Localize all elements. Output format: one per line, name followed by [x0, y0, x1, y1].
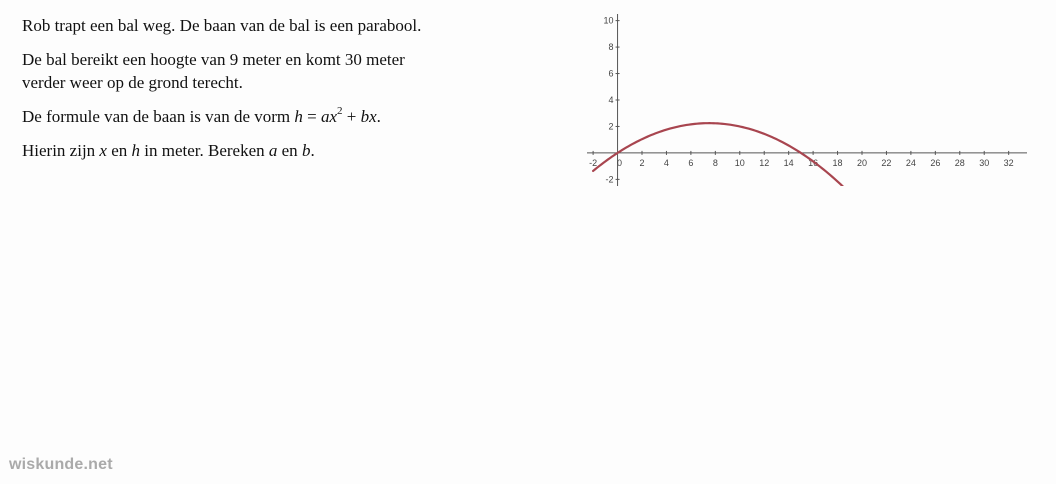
- problem-line-2b: verder weer op de grond terecht.: [22, 73, 243, 92]
- variable-x: x: [99, 141, 107, 160]
- x-tick-label: 28: [954, 157, 965, 168]
- x-tick-label: 4: [663, 157, 669, 168]
- formula-equals: =: [302, 107, 321, 126]
- x-tick-label: 8: [712, 157, 718, 168]
- line4-text-2: en: [106, 141, 132, 160]
- formula-bx: bx: [360, 107, 377, 126]
- problem-line-4: [22, 139, 492, 162]
- brand-watermark: wiskunde.net: [9, 456, 113, 473]
- line4-text-5: .: [310, 141, 315, 160]
- x-tick-label: 18: [832, 157, 843, 168]
- formula-intro: De formule van de baan is van de vorm: [22, 107, 295, 126]
- x-tick-label: 10: [734, 157, 745, 168]
- formula-ax: ax: [320, 107, 338, 126]
- x-tick-label: 32: [1003, 157, 1014, 168]
- x-tick-label: 20: [856, 157, 868, 168]
- x-tick-label: -2: [589, 157, 598, 168]
- problem-line-2a: De bal bereikt een hoogte van 9 meter en komt 30 meter: [22, 50, 405, 69]
- y-tick-label: 2: [608, 121, 614, 132]
- y-tick-label: -2: [605, 174, 614, 185]
- x-tick-label: 6: [688, 157, 694, 168]
- x-tick-label: 14: [783, 157, 794, 168]
- y-tick-label: 4: [608, 95, 614, 105]
- chart-series: [593, 123, 1009, 186]
- y-tick-label: 8: [608, 42, 614, 53]
- problem-line-3: [22, 105, 492, 128]
- line4-text-4: en: [277, 141, 302, 160]
- formula-plus: +: [342, 107, 361, 126]
- x-tick-label: 24: [905, 157, 916, 168]
- y-tick-label: 6: [608, 68, 614, 79]
- line4-text-1: Hierin zijn: [22, 141, 100, 160]
- variable-h: h: [131, 141, 141, 160]
- x-tick-label: 22: [881, 157, 892, 168]
- line4-text-3: in meter. Bereken: [140, 141, 269, 160]
- x-tick-label: 26: [930, 157, 941, 168]
- formula-h: h: [294, 107, 303, 126]
- x-tick-label: 2: [639, 157, 645, 168]
- formula-period: .: [376, 107, 381, 126]
- parabola-chart: [587, 14, 1027, 186]
- variable-a: a: [268, 141, 278, 160]
- formula-exponent: 2: [337, 105, 343, 118]
- parabola-series-line: [593, 123, 1009, 186]
- chart-ticks: [589, 16, 1014, 185]
- origin-label: 0: [617, 157, 623, 168]
- problem-line-2: [22, 48, 492, 94]
- y-tick-label: 10: [603, 15, 614, 26]
- problem-text: [22, 14, 492, 173]
- variable-b: b: [301, 141, 311, 160]
- x-tick-label: 12: [759, 157, 770, 168]
- x-tick-label: 30: [979, 157, 990, 168]
- problem-line-1: Rob trapt een bal weg. De baan van de bal is een parabool.: [22, 16, 422, 35]
- x-tick-label: 16: [808, 157, 819, 168]
